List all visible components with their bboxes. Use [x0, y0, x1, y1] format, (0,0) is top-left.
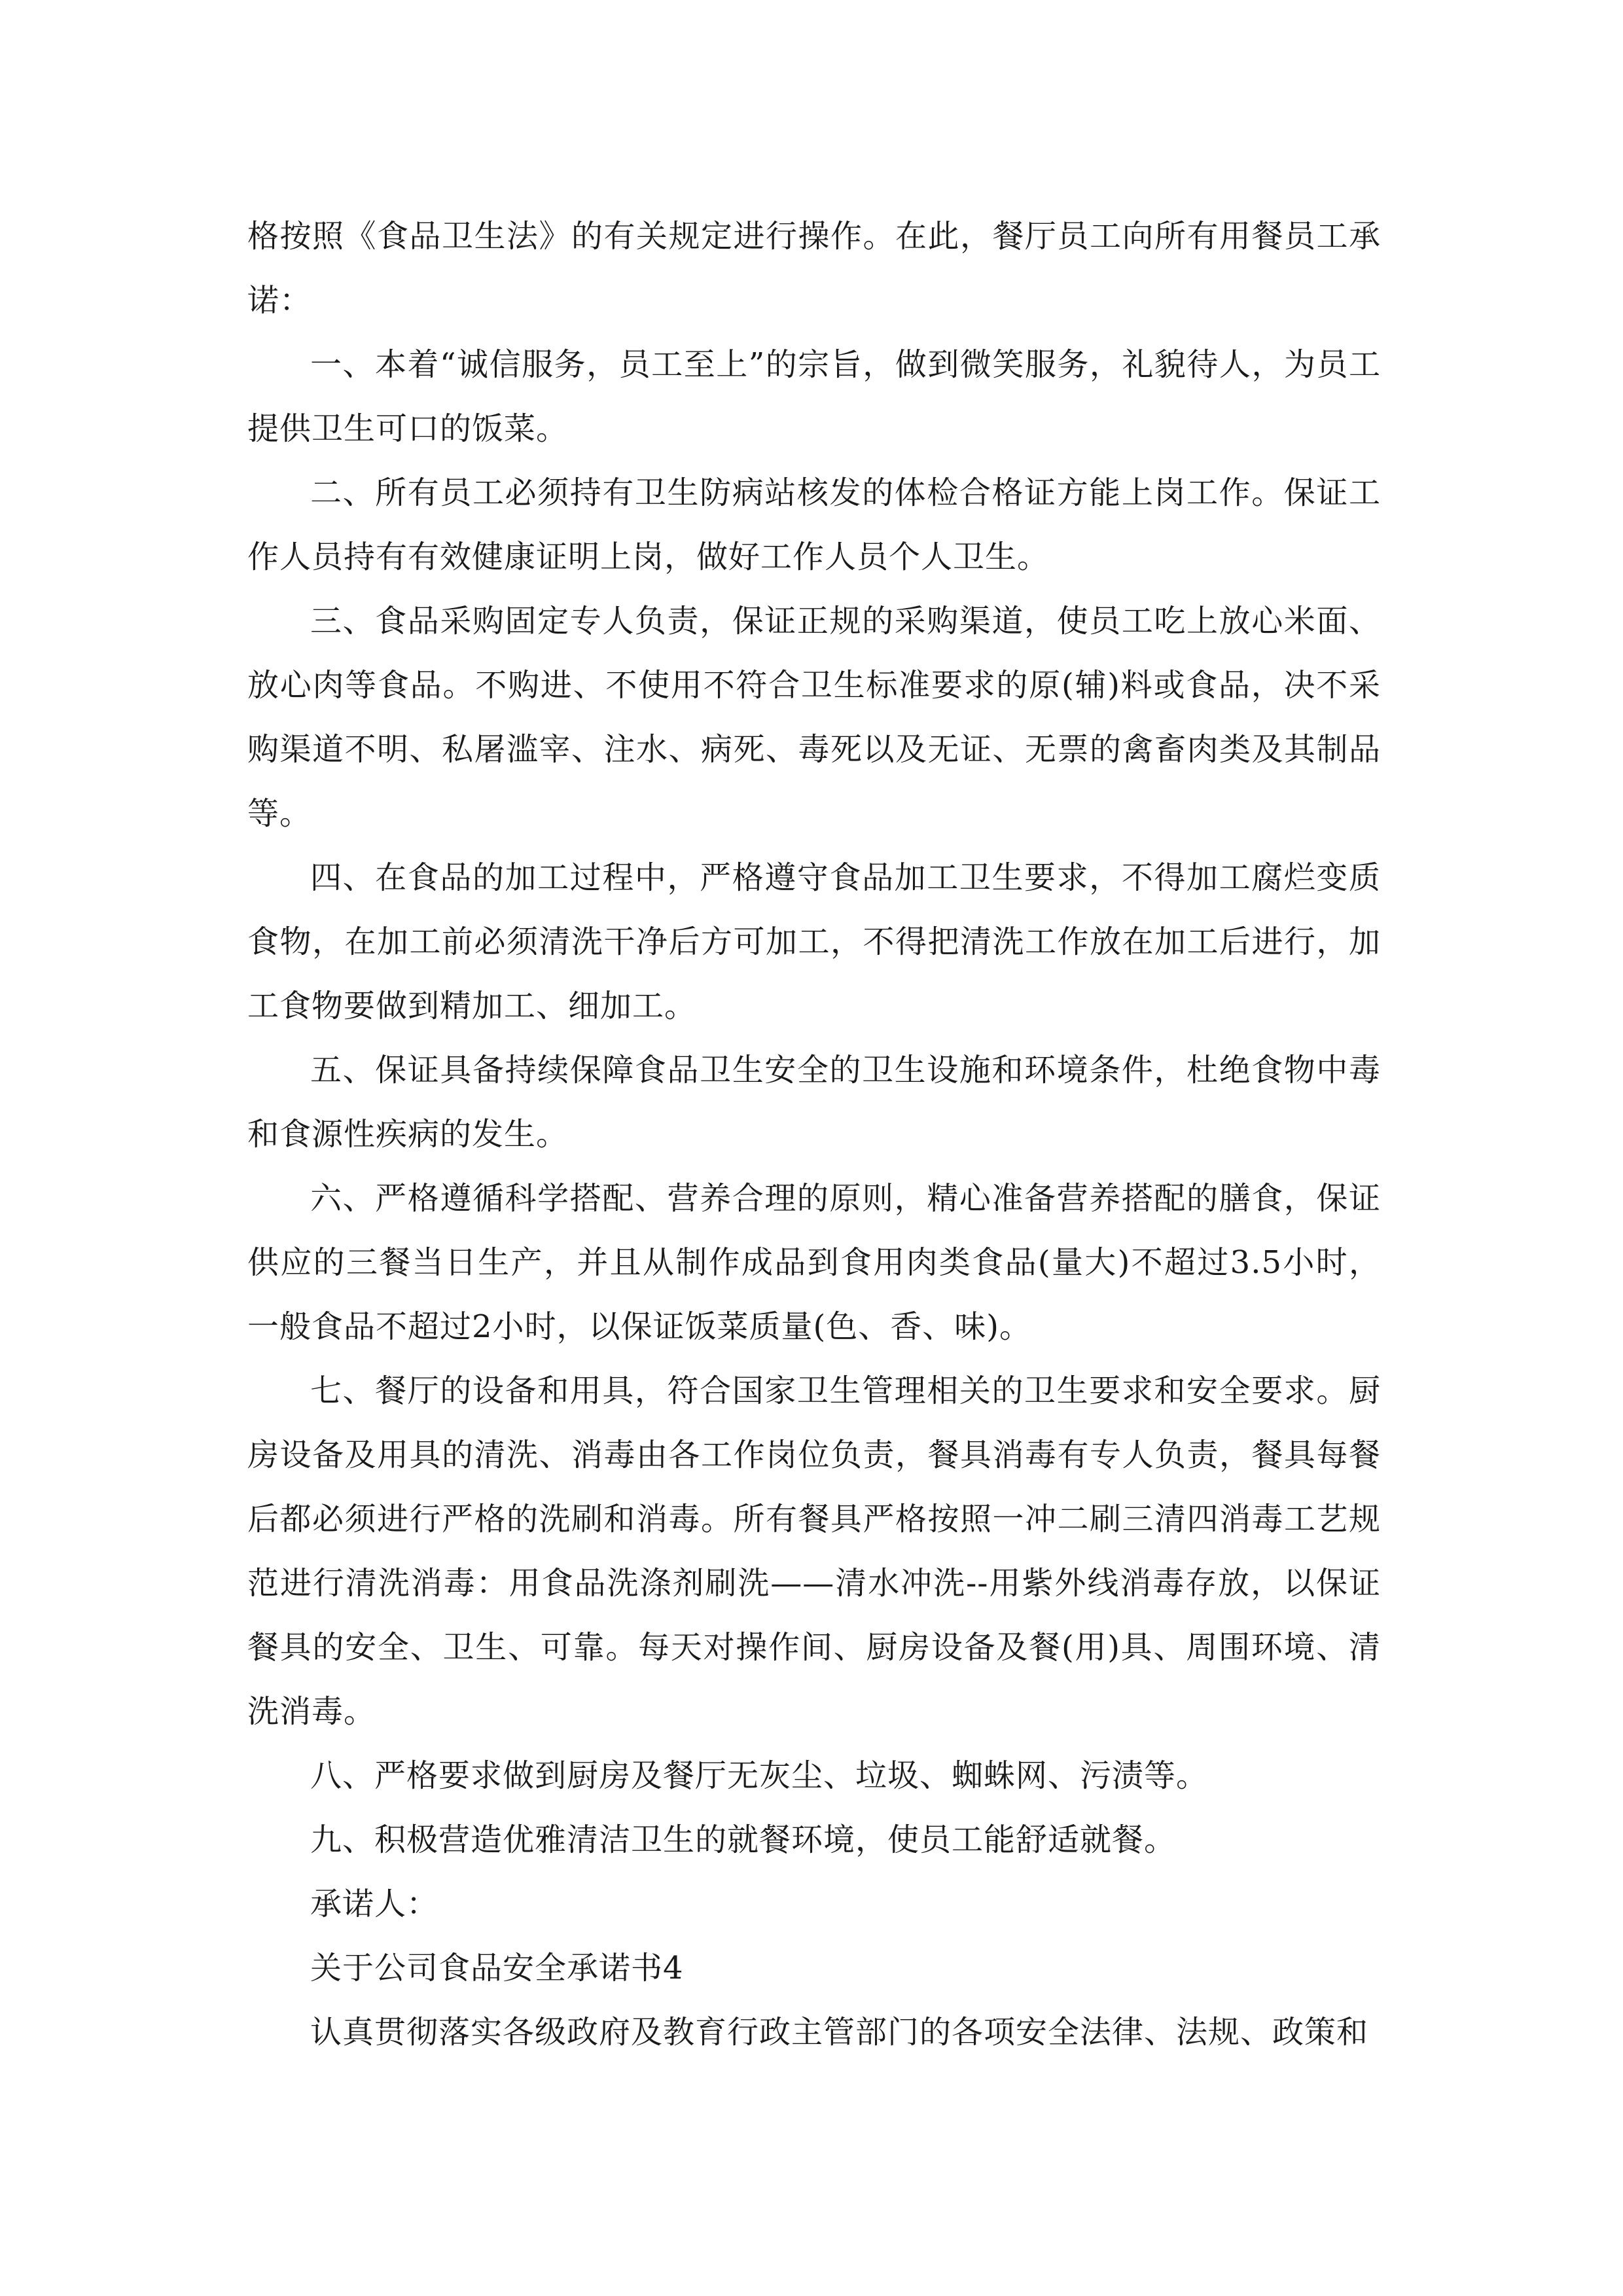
paragraph-intro-continuation: 格按照《食品卫生法》的有关规定进行操作。在此，餐厅员工向所有用餐员工承诺： [247, 218, 1381, 319]
paragraph-item-3: 三、食品采购固定专人负责，保证正规的采购渠道，使员工吃上放心米面、放心肉等食品。不购进、不使用不符合卫生标准要求的原(辅)料或食品，决不采购渠道不明、私屠滥宰、注水、病死、毒死以及无证、无票的禽畜肉类及其制品等。 [247, 603, 1381, 832]
paragraph-item-6: 六、严格遵循科学搭配、营养合理的原则，精心准备营养搭配的膳食，保证供应的三餐当日生产，并且从制作成品到食用肉类食品(量大)不超过3.5小时，一般食品不超过2小时，以保证饭菜质量(色、香、味)。 [247, 1180, 1381, 1345]
paragraph-item-4: 四、在食品的加工过程中，严格遵守食品加工卫生要求，不得加工腐烂变质食物，在加工前必须清洗干净后方可加工，不得把清洗工作放在加工后进行，加工食物要做到精加工、细加工。 [247, 859, 1381, 1024]
paragraph-next-section: 认真贯彻落实各级政府及教育行政主管部门的各项安全法律、法规、政策和 [310, 2014, 1369, 2051]
signatory-label: 承诺人： [310, 1886, 439, 1922]
paragraph-item-5: 五、保证具备持续保障食品卫生安全的卫生设施和环境条件，杜绝食物中毒和食源性疾病的发生。 [247, 1052, 1381, 1153]
paragraph-item-2: 二、所有员工必须持有卫生防病站核发的体检合格证方能上岗工作。保证工作人员持有有效健康证明上岗，做好工作人员个人卫生。 [247, 475, 1381, 575]
paragraph-item-8: 八、严格要求做到厨房及餐厅无灰尘、垃圾、蜘蛛网、污渍等。 [310, 1757, 1209, 1794]
document-body [247, 204, 1381, 2064]
section-heading: 关于公司食品安全承诺书4 [310, 1950, 684, 1986]
paragraph-item-9: 九、积极营造优雅清洁卫生的就餐环境，使员工能舒适就餐。 [310, 1821, 1177, 1858]
paragraph-item-1: 一、本着“诚信服务，员工至上”的宗旨，做到微笑服务，礼貌待人，为员工提供卫生可口的饭菜。 [247, 346, 1381, 447]
paragraph-item-7: 七、餐厅的设备和用具，符合国家卫生管理相关的卫生要求和安全要求。厨房设备及用具的清洗、消毒由各工作岗位负责，餐具消毒有专人负责，餐具每餐后都必须进行严格的洗刷和消毒。所有餐具严格按照一冲二刷三清四消毒工艺规范进行清洗消毒：用食品洗涤剂刷洗——清水冲洗--用紫外线消毒存放，以保证餐具的安全、卫生、可靠。每天对操作间、厨房设备及餐(用)具、周围环境、清洗消毒。 [247, 1372, 1381, 1730]
